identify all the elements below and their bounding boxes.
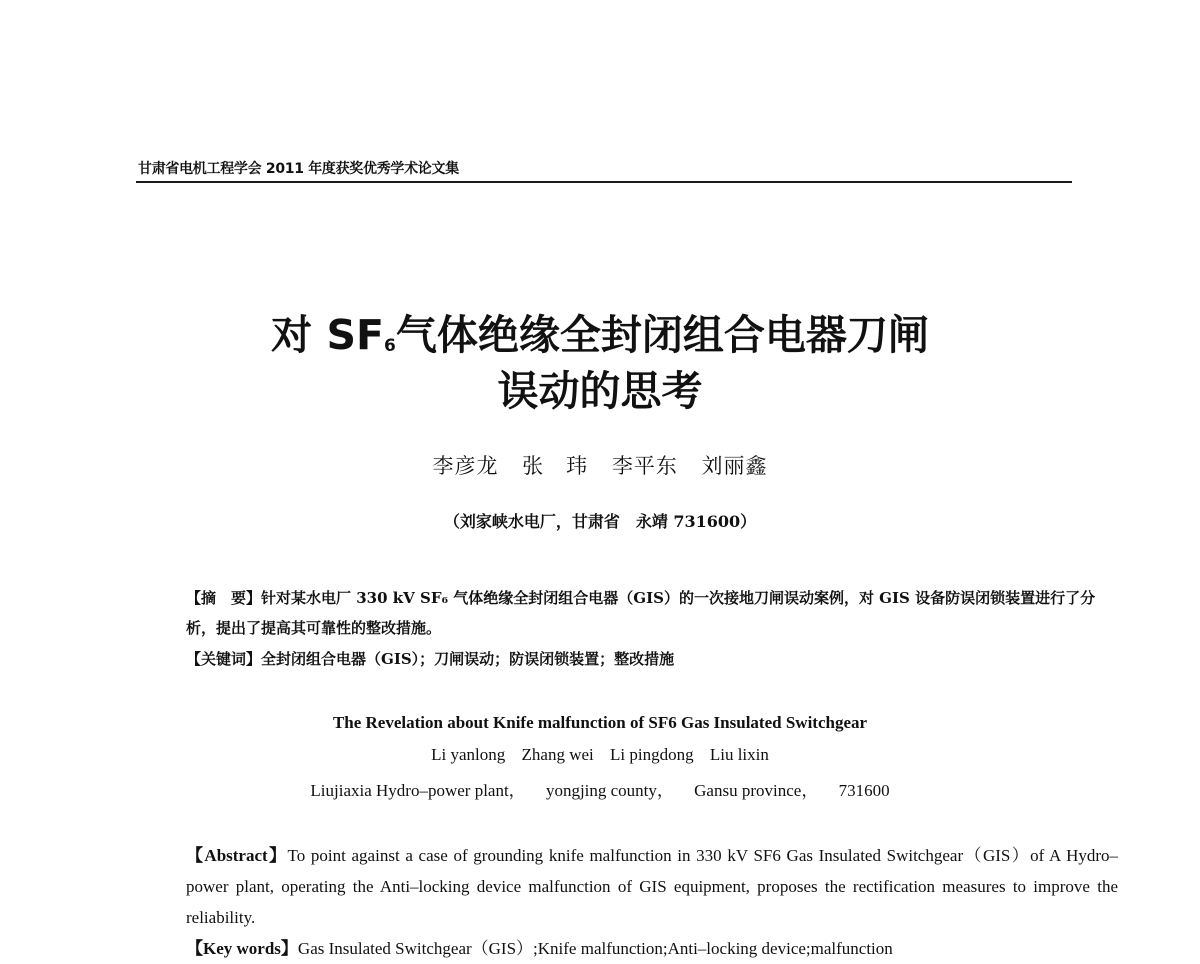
affiliation: （刘家峡水电厂，甘肃省 永靖 731600） <box>443 512 757 531</box>
english-author-list <box>150 745 1050 765</box>
affiliation-part: 731600 <box>838 781 890 800</box>
paper-title-line-1 <box>150 311 1050 359</box>
author-list <box>150 450 1050 480</box>
affiliation-part: Liujiaxia Hydro–power plant， <box>310 781 526 800</box>
chinese-keywords-text: 全封闭组合电器（GIS）；刀闸误动；防误闭锁装置；整改措施 <box>261 650 675 668</box>
english-keywords-text: Gas Insulated Switchgear（GIS）;Knife malfunction;Anti–locking device;malfunction <box>297 939 893 958</box>
header-rule <box>136 181 1072 183</box>
author: 李平东 <box>611 454 678 478</box>
chinese-keywords-label: 【关键词】 <box>186 650 262 668</box>
title-subscript: 6 <box>383 336 396 356</box>
english-author: Zhang wei <box>521 745 594 764</box>
title-prefix: 对 SF <box>271 311 384 359</box>
author: 张 玮 <box>522 454 589 478</box>
affiliation-part: Gansu province， <box>694 781 819 800</box>
english-author: Li pingdong <box>610 745 694 764</box>
chinese-abstract-text: 针对某水电厂 330 kV SF₆ 气体绝缘全封闭组合电器（GIS）的一次接地刀闸误动案例，对 GIS 设备防误闭锁装置进行了分析，提出了提高其可靠性的整改措施。 <box>186 589 1096 637</box>
english-abstract-label: 【Abstract】 <box>186 846 288 865</box>
english-author: Li yanlong <box>431 745 506 764</box>
author: 李彦龙 <box>432 454 499 478</box>
affiliation-part: yongjing county， <box>545 781 674 800</box>
paper-title-line-2: 误动的思考 <box>497 367 703 415</box>
running-header: 甘肃省电机工程学会 2011 年度获奖优秀学术论文集 <box>138 161 459 177</box>
english-author: Liu lixin <box>709 745 769 764</box>
chinese-keywords <box>138 644 1118 674</box>
english-keywords <box>138 933 1118 964</box>
english-keywords-label: 【Key words】 <box>186 939 298 958</box>
chinese-abstract <box>138 583 1118 643</box>
author: 刘丽鑫 <box>701 454 768 478</box>
english-abstract-text: To point against a case of grounding knife malfunction in 330 kV SF6 Gas Insulated Switchgear（GIS）of A Hydro–power plant, operating the Anti–locking device malfunction of GIS equipment, proposes the rectification measures to improve the reliability. <box>186 846 1119 927</box>
english-affiliation <box>150 776 1050 801</box>
english-abstract <box>138 840 1118 933</box>
title-suffix: 气体绝缘全封闭组合电器刀闸 <box>395 311 929 359</box>
chinese-abstract-label: 【摘 要】 <box>186 589 262 607</box>
english-title: The Revelation about Knife malfunction of SF6 Gas Insulated Switchgear <box>332 713 868 732</box>
